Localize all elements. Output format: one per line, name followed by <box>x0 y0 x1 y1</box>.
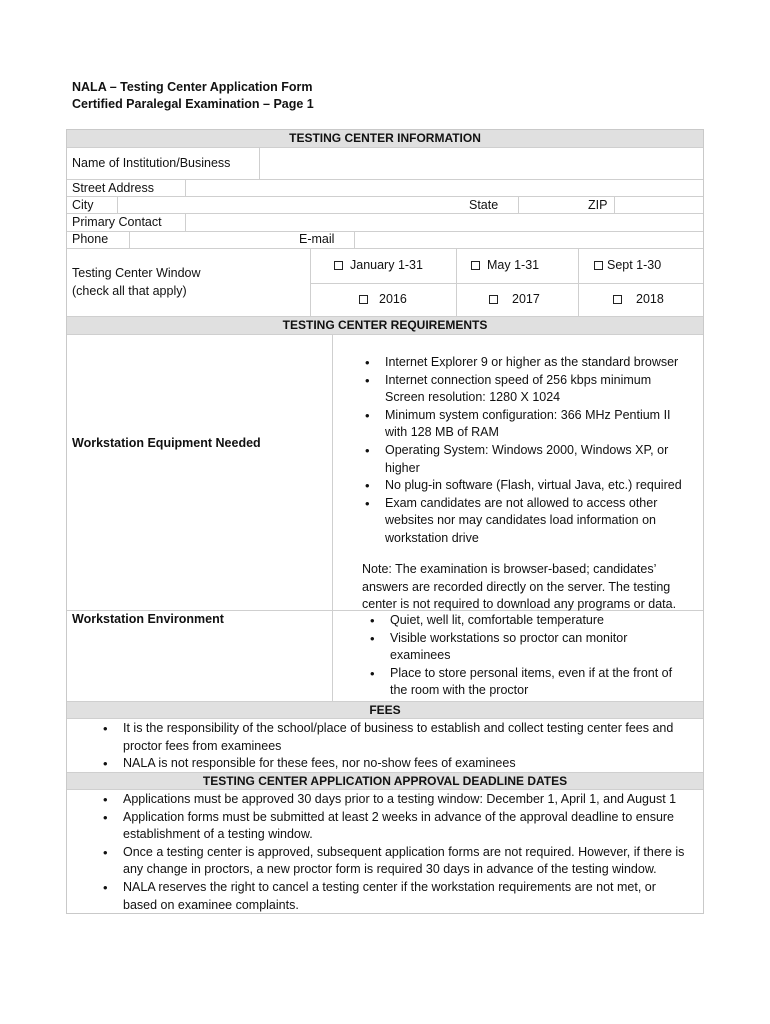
workstation-equipment-label: Workstation Equipment Needed <box>72 436 261 450</box>
list-item: • No plug-in software (Flash, virtual Java, etc.) required <box>385 477 690 495</box>
institution-label: Name of Institution/Business <box>72 156 231 170</box>
checkbox-may[interactable] <box>471 258 539 272</box>
checkbox-january-label: January 1-31 <box>350 258 423 272</box>
checkbox-2017-label: 2017 <box>512 292 540 306</box>
list-item: • NALA reserves the right to cancel a testing center if the workstation requirements are not met, or based on examinee complaints. <box>123 879 683 914</box>
zip-label: ZIP <box>588 198 608 212</box>
list-item: • Place to store personal items, even if at the front of the room with the proctor <box>390 665 690 700</box>
list-item: • Applications must be approved 30 days prior to a testing window: December 1, April 1, and August 1 <box>123 791 701 809</box>
city-label: City <box>72 198 94 212</box>
checkbox-2017[interactable] <box>489 292 540 306</box>
email-field[interactable] <box>355 232 703 248</box>
list-item: • It is the responsibility of the school/place of business to establish and collect testing center fees and proctor fees from examinees <box>123 720 693 755</box>
section-testing-center-requirements: TESTING CENTER REQUIREMENTS <box>67 317 703 334</box>
list-item: • Operating System: Windows 2000, Windows XP, or higher <box>385 442 685 477</box>
zip-field[interactable] <box>615 197 703 213</box>
section-testing-center-information: TESTING CENTER INFORMATION <box>67 130 703 147</box>
checkbox-2016-label: 2016 <box>379 292 407 306</box>
deadlines-list <box>123 791 701 914</box>
checkbox-2018-label: 2018 <box>636 292 664 306</box>
phone-field[interactable] <box>130 232 290 248</box>
workstation-environment-label: Workstation Environment <box>72 612 224 626</box>
checkbox-icon <box>334 261 343 270</box>
institution-field[interactable] <box>260 148 703 179</box>
form-subtitle: Certified Paralegal Examination – Page 1 <box>72 97 314 111</box>
testing-window-label: Testing Center Window <box>72 266 201 280</box>
state-label: State <box>469 198 499 212</box>
list-item: • Application forms must be submitted at least 2 weeks in advance of the approval deadline to ensure establishment of a testing window. <box>123 809 693 844</box>
form-title: NALA – Testing Center Application Form <box>72 80 313 94</box>
checkbox-icon <box>489 295 498 304</box>
checkbox-icon <box>359 295 368 304</box>
primary-contact-field[interactable] <box>186 214 703 231</box>
checkbox-sept-label: Sept 1-30 <box>607 258 662 272</box>
testing-window-hint: (check all that apply) <box>72 284 187 298</box>
list-item: • Quiet, well lit, comfortable temperature <box>390 612 690 630</box>
street-address-label: Street Address <box>72 181 154 195</box>
email-label: E-mail <box>299 232 335 246</box>
city-field[interactable] <box>118 197 458 213</box>
section-approval-deadline-dates: TESTING CENTER APPLICATION APPROVAL DEADLINE DATES <box>67 773 703 789</box>
checkbox-icon <box>613 295 622 304</box>
list-item: • Minimum system configuration: 366 MHz Pentium II with 128 MB of RAM <box>385 407 685 442</box>
section-fees: FEES <box>67 702 703 718</box>
list-item: • NALA is not responsible for these fees, nor no-show fees of examinees <box>123 755 693 773</box>
checkbox-may-label: May 1-31 <box>487 258 540 272</box>
street-address-field[interactable] <box>186 180 703 196</box>
checkbox-sept[interactable] <box>594 258 661 272</box>
list-item: • Internet connection speed of 256 kbps minimum Screen resolution: 1280 X 1024 <box>385 372 675 407</box>
list-item: • Exam candidates are not allowed to access other websites nor may candidates load information on workstation drive <box>385 495 670 548</box>
checkbox-2018[interactable] <box>613 292 664 306</box>
state-field[interactable] <box>519 197 577 213</box>
browser-note: Note: The examination is browser-based; candidates’ answers are recorded directly on the server. The testing center is not required to download any programs or data. <box>362 562 677 612</box>
environment-list <box>390 612 690 700</box>
list-item: • Visible workstations so proctor can monitor examinees <box>390 630 650 665</box>
primary-contact-label: Primary Contact <box>72 215 162 229</box>
checkbox-icon <box>471 261 480 270</box>
checkbox-2016[interactable] <box>359 292 407 306</box>
equipment-list <box>385 354 690 548</box>
fees-list <box>123 720 693 773</box>
phone-label: Phone <box>72 232 109 246</box>
checkbox-january[interactable] <box>334 258 423 272</box>
checkbox-icon <box>594 261 603 270</box>
list-item: • Internet Explorer 9 or higher as the standard browser <box>385 354 690 372</box>
list-item: • Once a testing center is approved, subsequent application forms are not required. However, if there is any change in proctors, a new proctor form is required 30 days in advance of the testing window. <box>123 844 701 879</box>
